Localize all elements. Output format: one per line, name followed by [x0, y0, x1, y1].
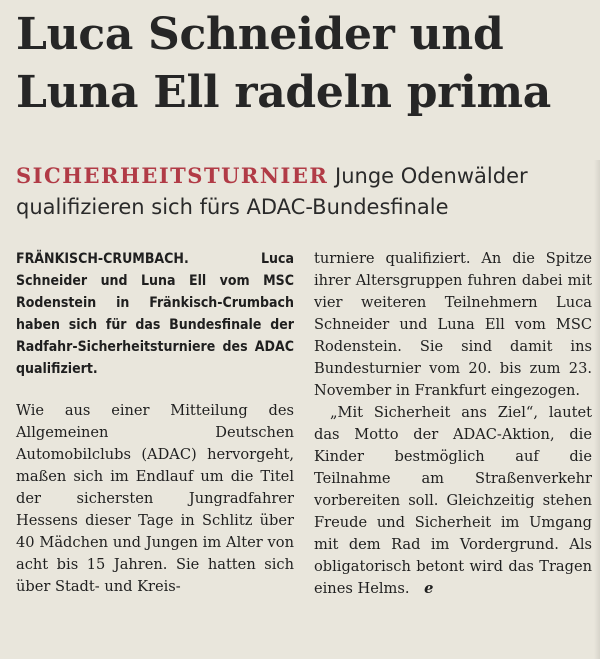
column-right: [314, 248, 592, 600]
dateline: FRÄNKISCH-CRUMBACH.: [16, 251, 189, 267]
body-paragraph-1: Wie aus einer Mitteilung des Allgemeinen Deutschen Automobilclubs (ADAC) hervorgeht, maßen sich im Endlauf um die Titel der sichersten Jungradfahrer Hessens dieser Tage in Schlitz über 40 Mädchen und Jungen im Alter von acht bis 15 Jahren. Sie hatten sich über Stadt- und Kreis-: [16, 402, 294, 595]
author-signature: e: [424, 580, 434, 597]
subheadline: [16, 160, 586, 223]
column-left: [16, 248, 294, 598]
body-paragraph-2: turniere qualifiziert. An die Spitze ihrer Altersgruppen fuhren dabei mit vier weiteren Teilnehmern Luca Schneider und Luna Ell vom MSC Rodenstein. Sie sind damit ins Bundesturnier vom 20. bis zum 23. November in Frankfurt eingezogen.: [314, 250, 592, 399]
page-edge-shadow: [594, 160, 600, 659]
kicker: SICHERHEITSTURNIER: [16, 163, 329, 188]
headline: Luca Schneider und Luna Ell radeln prima: [16, 9, 551, 118]
lead-text: Luca Schneider und Luna Ell vom MSC Rodenstein in Fränkisch-Crumbach haben sich für das Bundesfinale der Radfahr-Sicherheitsturniere des ADAC qualifiziert.: [16, 251, 294, 377]
body-paragraph-3-text: „Mit Sicherheit ans Ziel“, lautet das Motto der ADAC-Aktion, die Kinder bestmöglich auf die Teilnahme am Straßenverkehr vorbereiten soll. Gleichzeitig stehen Freude und Sicherheit im Umgang mit dem Rad im Vordergrund. Als obligatorisch betont wird das Tragen eines Helms.: [314, 404, 592, 597]
lead-paragraph: [16, 248, 294, 380]
body-paragraph-3: [314, 402, 592, 600]
deck-text: Junge Odenwälder qualifizieren sich fürs ADAC-Bundesfinale: [16, 164, 528, 219]
